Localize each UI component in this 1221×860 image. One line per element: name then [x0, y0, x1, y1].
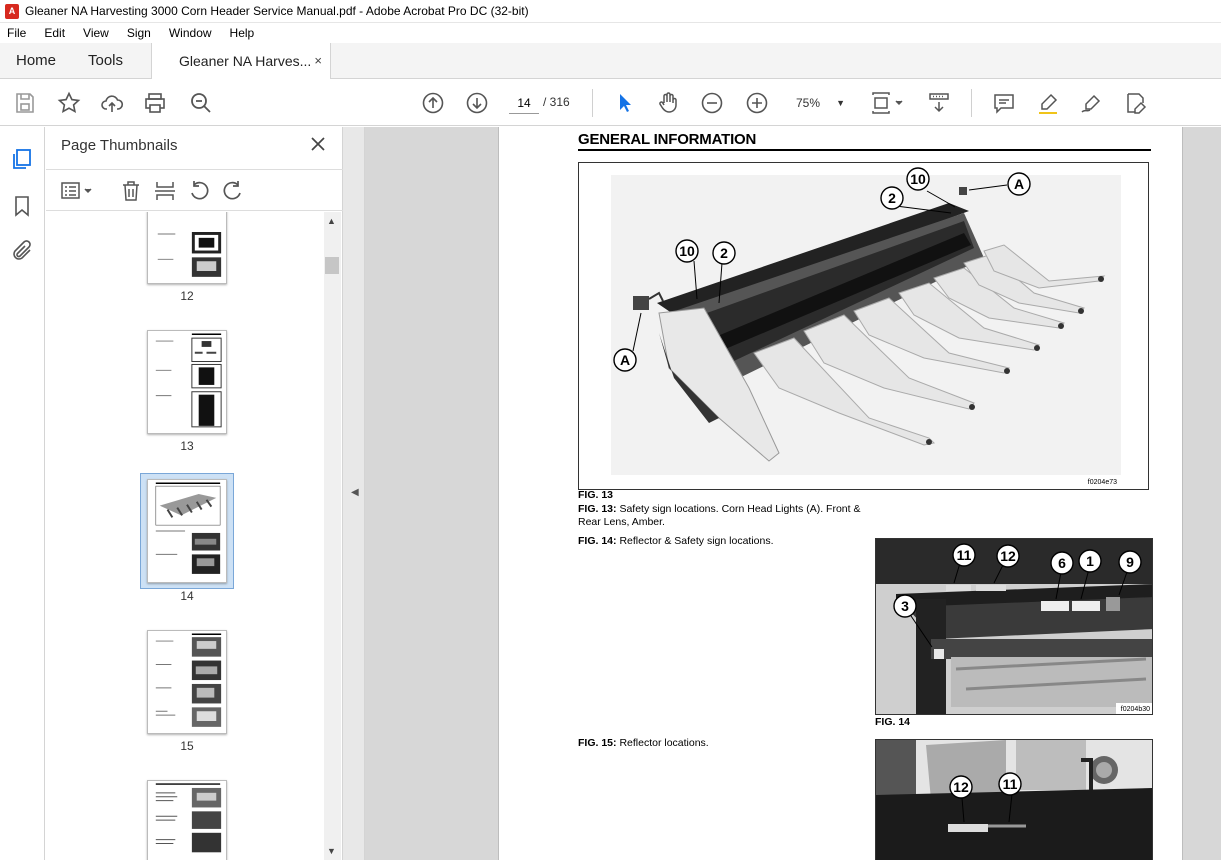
- thumbnail-list: [46, 212, 324, 860]
- page-thumbnails-icon[interactable]: [10, 147, 34, 171]
- zoom-search-icon[interactable]: [189, 91, 213, 115]
- callout-label: 10: [910, 171, 926, 187]
- callout-label: 2: [720, 245, 728, 261]
- thumbnail-page-number: 15: [180, 739, 194, 753]
- title-bar: [0, 0, 1221, 23]
- zoom-out-icon[interactable]: [700, 91, 724, 115]
- figure-13-image: [578, 162, 1149, 490]
- page-number-input[interactable]: [509, 92, 539, 114]
- panel-splitter[interactable]: [343, 127, 365, 860]
- callout-label: 1: [1086, 553, 1094, 569]
- save-icon[interactable]: [13, 91, 37, 115]
- thumbnail-page-15[interactable]: [147, 630, 227, 734]
- page-total: / 316: [543, 95, 570, 109]
- figure-code: f0204e73: [1087, 479, 1117, 486]
- thumbnail-page-number: 13: [180, 439, 194, 453]
- scroll-mode-icon[interactable]: [927, 91, 951, 115]
- select-pointer-icon[interactable]: [613, 91, 637, 115]
- callout-label: 9: [1126, 554, 1134, 570]
- callout-label: 11: [1002, 776, 1018, 792]
- callout-label: 3: [901, 598, 909, 614]
- previous-page-icon[interactable]: [421, 91, 445, 115]
- figure-13-caption: FIG. 13: Safety sign locations. Corn Head Lights (A). Front & Rear Lens, Amber.: [578, 503, 861, 528]
- zoom-in-icon[interactable]: [745, 91, 769, 115]
- attachments-paperclip-icon[interactable]: [10, 239, 34, 263]
- tab-document-label: Gleaner NA Harves...: [179, 53, 312, 69]
- thumbnail-page-14[interactable]: [147, 479, 227, 583]
- figure-15-caption: FIG. 15: Reflector locations.: [578, 737, 709, 749]
- callout-label: 2: [888, 190, 896, 206]
- figure-14-label: FIG. 14: [875, 716, 911, 728]
- toolbar: [0, 79, 1221, 126]
- menu-file[interactable]: File: [7, 26, 27, 40]
- tab-close-icon[interactable]: ×: [314, 53, 322, 68]
- callout-label: 12: [953, 779, 969, 795]
- thumbnail-page-number: 12: [180, 289, 194, 303]
- pdf-page: [498, 127, 1183, 860]
- close-icon[interactable]: [310, 136, 326, 152]
- panel-title: Page Thumbnails: [61, 137, 178, 154]
- figure-14-caption: FIG. 14: Reflector & Safety sign locations.: [578, 535, 774, 547]
- menu-view[interactable]: View: [83, 26, 109, 40]
- menu-edit[interactable]: Edit: [44, 26, 66, 40]
- callout-label: A: [619, 352, 631, 368]
- zoom-level-value: 75%: [796, 96, 821, 110]
- highlight-pen-icon[interactable]: [1036, 91, 1060, 115]
- menu-help[interactable]: Help: [229, 26, 255, 40]
- bookmark-star-icon[interactable]: [57, 91, 81, 115]
- acrobat-logo-icon: A: [5, 4, 19, 19]
- page-heading: GENERAL INFORMATION: [578, 131, 757, 148]
- thumbnail-page-16[interactable]: [147, 780, 227, 860]
- heading-rule: [578, 149, 1151, 151]
- tab-tools[interactable]: Tools: [88, 52, 124, 69]
- thumbnail-page-13[interactable]: [147, 330, 227, 434]
- scroll-up-icon[interactable]: ▲: [327, 216, 336, 226]
- zoom-level-select[interactable]: [793, 92, 849, 114]
- menu-bar: [0, 23, 1221, 43]
- thumbnail-scrollbar[interactable]: [324, 212, 341, 860]
- fill-sign-icon[interactable]: [1124, 91, 1148, 115]
- comment-icon[interactable]: [992, 91, 1016, 115]
- panel-toolbar: [46, 169, 343, 211]
- upload-cloud-icon[interactable]: [100, 91, 124, 115]
- navigation-rail: [0, 127, 45, 860]
- insert-page-icon[interactable]: [154, 180, 176, 202]
- thumbnail-page-number: 14: [180, 589, 194, 603]
- toolbar-divider: [592, 89, 593, 117]
- delete-page-icon[interactable]: [120, 180, 142, 202]
- draw-signature-icon[interactable]: [1080, 91, 1104, 115]
- rotate-counterclockwise-icon[interactable]: [188, 180, 210, 202]
- tab-document[interactable]: [151, 43, 331, 80]
- figure-14-image: [875, 538, 1153, 715]
- menu-window[interactable]: Window: [168, 26, 212, 40]
- chevron-down-icon: ▼: [836, 98, 845, 108]
- callout-label: 6: [1058, 555, 1066, 571]
- thumbnail-options-icon[interactable]: [60, 181, 96, 201]
- thumbnail-page-12[interactable]: [147, 212, 227, 284]
- callout-label: 12: [1000, 548, 1016, 564]
- figure-code: f0204b30: [1120, 706, 1150, 713]
- next-page-icon[interactable]: [465, 91, 489, 115]
- callout-label: 11: [956, 547, 972, 563]
- callout-label: A: [1013, 176, 1025, 192]
- collapse-panel-icon[interactable]: ◀: [351, 487, 359, 498]
- page-fit-icon[interactable]: [870, 91, 904, 115]
- rotate-clockwise-icon[interactable]: [222, 180, 244, 202]
- scroll-down-icon[interactable]: ▼: [327, 846, 336, 856]
- menu-sign[interactable]: Sign: [126, 26, 151, 40]
- callout-label: 10: [679, 243, 695, 259]
- thumbnails-panel: [46, 127, 343, 860]
- tab-home[interactable]: Home: [16, 52, 57, 69]
- scrollbar-thumb[interactable]: [325, 257, 339, 274]
- figure-13-label: FIG. 13: [578, 489, 614, 501]
- toolbar-divider: [971, 89, 972, 117]
- hand-tool-icon[interactable]: [656, 91, 680, 115]
- print-icon[interactable]: [143, 91, 167, 115]
- bookmarks-icon[interactable]: [10, 194, 34, 218]
- document-viewer[interactable]: [365, 127, 1221, 860]
- figure-15-image: [875, 739, 1153, 860]
- window-title: Gleaner NA Harvesting 3000 Corn Header Service Manual.pdf - Adobe Acrobat Pro DC (32-bit): [25, 4, 529, 18]
- tab-bar: [0, 43, 1221, 79]
